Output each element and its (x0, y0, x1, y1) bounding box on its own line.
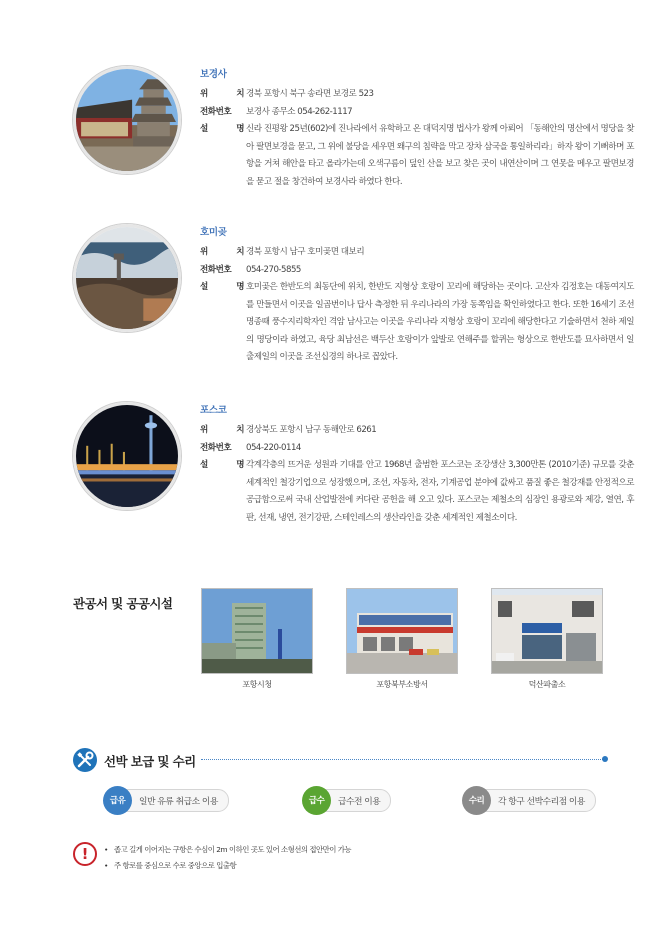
repair-text: 각 항구 선박수리점 이용 (481, 789, 596, 812)
label-phone: 전화번호 (200, 442, 232, 453)
phone-row (200, 440, 634, 458)
city-hall-photo (201, 588, 313, 674)
description-value: 각계각층의 뜨거운 성원과 기대를 안고 1968년 출범한 포스코는 조강생산 3,300만톤 (2010기준) 규모를 갖춘 세계적인 철강기업으로 성장했으며, 조선, 자동차, 전자, 기계공업 분야에 값싸고 품질 좋은 철강재를 안정적으로 공급함으로써 국내 산업발전에 커다란 공헌을 해 오고 있다. 포스코는 제철소의 심장인 용광로와 제강, 열연, 후판, 선재, 냉연, 전기강판, 스테인레스의 생산라인을 갖춘 세계적인 제철소이다. (246, 460, 634, 523)
fuel-text: 일반 유류 취급소 이용 (122, 789, 229, 812)
water-text: 급수전 이용 (321, 789, 391, 812)
location-value: 경북 포항시 남구 호미곶면 대보리 (246, 247, 365, 257)
fire-station-photo (346, 588, 458, 674)
label-location-1: 위 (200, 247, 208, 257)
description-value: 신라 진평왕 25년(602)에 진나라에서 유학하고 온 대덕지명 법사가 왕께 아뢰어 「동해안의 명산에서 명당을 찾아 팔면보경을 묻고, 그 위에 불당을 세우면 왜구의 침략을 막고 장차 삼국을 통일하리라」하자 왕이 기뻐하며 포항을 거쳐 해안을 타고 올라가는데 오색구름이 덮인 산을 보고 찾은 곳이 내연산이며 그 연못을 메우고 팔면보경을 묻고 절을 창건하여 보경사라 하였다 한다. (246, 124, 634, 187)
notes-list (104, 842, 351, 874)
label-phone: 전화번호 (200, 264, 232, 275)
label-desc-2: 명 (236, 282, 244, 292)
label-desc-2: 명 (236, 460, 244, 470)
location-value: 경북 포항시 북구 송라면 보경로 523 (246, 89, 374, 99)
divider-end-dot (602, 756, 608, 762)
label-desc-1: 설 (200, 282, 208, 292)
service-repair (462, 786, 596, 814)
phone-row (200, 104, 634, 122)
location-row (200, 86, 634, 104)
label-location-2: 치 (236, 89, 244, 99)
label-location-1: 위 (200, 89, 208, 99)
attraction-title: 포스코 (200, 405, 227, 416)
section-divider (201, 759, 605, 760)
wrench-screwdriver-icon (73, 748, 97, 772)
ship-section-title: 선박 보급 및 수리 (104, 754, 196, 769)
service-water (302, 786, 391, 814)
label-phone: 전화번호 (200, 106, 232, 117)
phone-value: 054-270-5855 (246, 264, 301, 275)
service-fuel (103, 786, 229, 814)
ship-section-header (73, 748, 605, 774)
label-location-2: 치 (236, 425, 244, 435)
caption: 포항북부소방서 (376, 680, 428, 689)
location-value: 경상북도 포항시 남구 동해안로 6261 (246, 425, 377, 435)
note-text: 좁고 길게 이어지는 구항은 수심이 2m 이하인 곳도 있어 소형선의 접안만이 가능 (114, 845, 352, 854)
attraction-title: 호미곶 (200, 227, 227, 238)
public-item-city-hall (201, 588, 313, 690)
note-item: • 주 항로를 중심으로 수로 중앙으로 입출항 (104, 861, 237, 870)
description-value: 호미곶은 한반도의 최동단에 위치, 한반도 지형상 호랑이 꼬리에 해당하는 곳이다. 고산자 김정호는 대동여지도를 만들면서 이곳을 일곱번이나 답사 측정한 뒤 우리나라의 가장 동쪽임을 확인하였다고 한다. 또한 16세기 조선 명종때 풍수지리학자인 격암 남사고는 이곳을 우리나라 지형상 호랑이 꼬리에 해당한다고 기술하면서 천하 제일의 명당이라 하였고, 육당 최남선은 백두산 호랑이가 앞발로 연해주를 할퀴는 형상으로 한반도를 묘사하면서 일출제일의 이곳을 조선십경의 하나로 꼽았다. (246, 282, 634, 362)
description-row (200, 457, 634, 527)
note-item: • 좁고 길게 이어지는 구항은 수심이 2m 이하인 곳도 있어 소형선의 접안만이 가능 (104, 845, 352, 854)
public-item-fire-station (346, 588, 458, 690)
location-row (200, 422, 634, 440)
public-item-police-box (491, 588, 603, 690)
phone-value: 보경사 종무소 054-262-1117 (246, 106, 353, 117)
phone-row (200, 262, 634, 280)
description-row (200, 279, 634, 367)
phone-value: 054-220-0114 (246, 442, 301, 453)
temple-photo (73, 66, 181, 174)
fuel-badge: 급유 (103, 786, 132, 815)
steelworks-photo (73, 402, 181, 510)
label-location-2: 치 (236, 247, 244, 257)
label-desc-1: 설 (200, 124, 208, 134)
police-box-photo (491, 588, 603, 674)
exclamation-icon: ! (73, 842, 97, 866)
water-badge: 급수 (302, 786, 331, 815)
location-row (200, 244, 634, 262)
caption: 포항시청 (242, 680, 272, 689)
label-desc-1: 설 (200, 460, 208, 470)
label-desc-2: 명 (236, 124, 244, 134)
caption: 덕산파출소 (528, 680, 566, 689)
description-row (200, 121, 634, 191)
public-section-title: 관공서 및 공공시설 (73, 596, 173, 611)
note-text: 주 항로를 중심으로 수로 중앙으로 입출항 (114, 861, 237, 870)
coast-photo (73, 224, 181, 332)
attraction-title: 보경사 (200, 69, 227, 80)
repair-badge: 수리 (462, 786, 491, 815)
label-location-1: 위 (200, 425, 208, 435)
